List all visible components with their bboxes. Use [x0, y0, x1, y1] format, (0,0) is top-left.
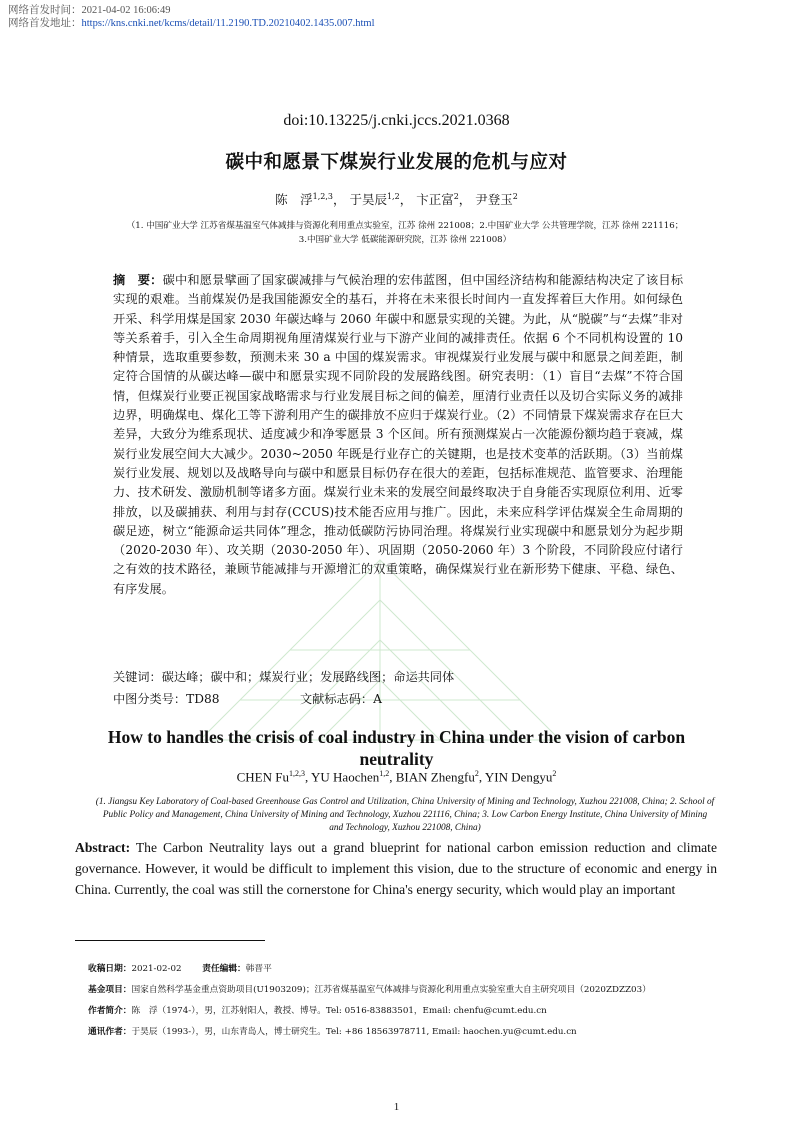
doc-code-label: 文献标志码：	[300, 692, 374, 706]
doc-code-value: A	[373, 692, 382, 706]
cn-author: 尹登玉	[475, 192, 513, 207]
en-author: YIN Dengyu	[484, 769, 553, 785]
en-author: YU Haochen	[311, 769, 380, 785]
en-authors: CHEN Fu$^{1,2,3}$, YU Haochen$^{1,2}$, BIAN Zhengfu$^2$, YIN Dengyu$^2$	[236, 769, 557, 785]
cn-affil-line: （1. 中国矿业大学 江苏省煤基温室气体减排与资源化利用重点实验室，江苏 徐州 221008；2.中国矿业大学 公共管理学院，江苏 徐州 221116；	[126, 221, 684, 231]
cn-affil-line: 3.中国矿业大学 低碳能源研究院，江苏 徐州 221008）	[298, 235, 512, 245]
online-first-time-value: 2021-04-02 16:06:49	[81, 5, 171, 16]
cn-title: 碳中和愿景下煤炭行业发展的危机与应对	[225, 152, 568, 173]
cn-author-affil: 1,2	[386, 191, 400, 201]
online-first-time	[8, 4, 170, 17]
en-author-affil: 2	[552, 769, 557, 778]
editor-value: 韩晋平	[245, 964, 272, 974]
author-bio-value: 陈 浮（1974-），男，江苏射阳人，教授、博导。Tel: 0516-83883501，Email: chenfu@cumt.edu.cn	[131, 1006, 547, 1016]
cn-author-affil: 2	[512, 191, 518, 201]
cn-affiliations	[90, 219, 720, 247]
en-abstract	[75, 837, 717, 900]
fund-value: 国家自然科学基金重点资助项目(U1903209)；江苏省煤基温室气体减排与资源化利用重点实验室重大自主研究项目（2020ZDZZ03）	[131, 985, 651, 995]
en-abstract-text: The Carbon Neutrality lays out a grand blueprint for national carbon emission reduction and climate governance. However, it would be difficult to implement this vision, due to the structure of economic and energy in China. Currently, the coal was still the cornerstone for China's energy security, which would play an important	[75, 840, 717, 897]
en-author: CHEN Fu	[236, 769, 289, 785]
cn-author: 于昊辰	[349, 192, 387, 207]
cn-abstract-label: 摘 要：	[113, 273, 163, 287]
en-affiliations: (1. Jiangsu Key Laboratory of Coal-based Greenhouse Gas Control and Utilization, China University of Mining and Technology, Xuzhou 221008, China; 2. School of Public Policy and Management, China University of Mining and Technology, Xuzhou 221116, China; 3. Low Carbon Energy Institute, China University of Mining and Technology, Xuzhou 221008, China)	[95, 797, 715, 833]
classification-line	[113, 690, 683, 707]
online-first-address-label: 网络首发地址：	[8, 18, 82, 29]
class-label: 中图分类号：	[113, 692, 187, 706]
en-author-affil: 1,2	[379, 769, 390, 778]
cn-keywords-text: 碳达峰；碳中和；煤炭行业；发展路线图；命运共同体	[161, 670, 455, 684]
corresponding-label: 通讯作者：	[88, 1027, 132, 1037]
en-abstract-label: Abstract:	[75, 840, 131, 855]
class-value: TD88	[186, 692, 220, 706]
corresponding-value: 于昊辰（1993-），男，山东青岛人，博士研究生。Tel: +86 18563978711, Email: haochen.yu@cumt.edu.cn	[131, 1027, 577, 1037]
cn-abstract	[113, 271, 683, 599]
cn-author: 陈 浮	[275, 192, 313, 207]
cn-author-affil: 2	[453, 191, 459, 201]
en-author-affil: 1,2,3	[288, 769, 305, 778]
author-bio-label: 作者简介：	[88, 1006, 132, 1016]
cn-authors: 陈 浮$^{1,2,3}$， 于昊辰$^{1,2}$， 卞正富$^2$， 尹登玉$^2$	[275, 191, 518, 207]
footnote-fund	[88, 984, 738, 996]
page-number: 1	[393, 1101, 400, 1113]
cn-abstract-text: 碳中和愿景擘画了国家碳减排与气候治理的宏伟蓝图，但中国经济结构和能源结构决定了该目标实现的艰难。当前煤炭仍是我国能源安全的基石，并将在未来很长时间内一直发挥着巨大作用。如何绿色开采、科学用煤是国家 2030 年碳达峰与 2060 年碳中和愿景实现的关键。为此，从“脱碳”与“去煤”非对等关系着手，引入全生命周期视角厘清煤炭行业与下游产业间的减排责任。依据 6 个不同机构设置的 10 种情景，选取重要参数，预测未来 30 a 中国的煤炭需求。审视煤炭行业发展与碳中和愿景之间差距，制定符合国情的从碳达峰—碳中和愿景实现不同阶段的发展路线图。研究表明：（1）盲目“去煤”不符合国情，但煤炭行业要正视国家战略需求与行业发展目标之间的偏差，厘清行业责任以及切合实际义务的减排边界，明确煤电、煤化工等下游利用产生的碳排放不应归于煤炭行业。（2）不同情景下煤炭需求存在巨大差异，大致分为维系现状、适度减少和净零愿景 3 个区间。所有预测煤炭占一次能源份额均趋于衰减，煤炭行业发展空间大大减少。2030~2050 年既是行业存亡的关键期，也是技术变革的活跃期。（3）当前煤炭行业发展、规划以及战略导向与碳中和愿景目标仍存在很大的差距，包括标准规范、监管要求、治理能力、技术研发、激励机制等诸多方面。煤炭行业未来的发展空间最终取决于自身能否实现原位利用、近零排放，以及碳捕获、利用与封存(CCUS)技术能否应用与推广。因此，未来应科学评估煤炭全生命周期的碳足迹，树立“能源命运共同体”理念，推动低碳防污协同治理。将煤炭行业实现碳中和愿景划分为起步期（2020-2030 年）、攻关期（2030-2050 年）、巩固期（2050-2060 年）3 个阶段，不同阶段应付诸行之有效的技术路径，兼顾节能减排与开源增汇的双重策略，确保煤炭行业在新形势下健康、平稳、绿色、有序发展。	[113, 273, 684, 596]
en-author-affil: 2	[474, 769, 479, 778]
online-first-address	[8, 17, 375, 30]
received-label: 收稿日期：	[88, 964, 132, 974]
footnote-received	[88, 963, 738, 975]
fund-label: 基金项目：	[88, 985, 132, 995]
cn-keywords	[113, 668, 683, 687]
cn-keywords-label: 关键词：	[113, 670, 162, 684]
online-first-time-label: 网络首发时间：	[8, 5, 82, 16]
cn-author-affil: 1,2,3	[312, 191, 333, 201]
footnote-author-bio	[88, 1005, 738, 1017]
footnote-corresponding	[88, 1026, 738, 1038]
doi: doi:10.13225/j.cnki.jccs.2021.0368	[283, 112, 510, 129]
editor-label: 责任编辑：	[202, 964, 246, 974]
en-title: How to handles the crisis of coal industry in China under the vision of carbon neutrality	[107, 727, 686, 769]
received-value: 2021-02-02	[131, 964, 182, 974]
online-first-url-link[interactable]: https://kns.cnki.net/kcms/detail/11.2190.TD.20210402.1435.007.html	[81, 18, 375, 29]
en-author: BIAN Zhengfu	[395, 769, 475, 785]
cn-author: 卞正富	[416, 192, 454, 207]
footnote-divider	[75, 940, 265, 941]
